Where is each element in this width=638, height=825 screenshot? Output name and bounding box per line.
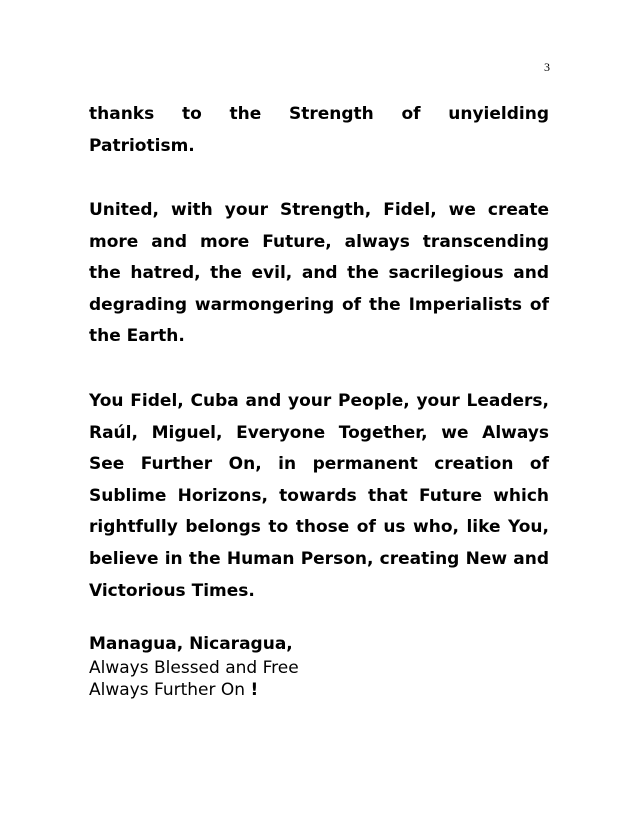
paragraph-3: You Fidel, Cuba and your People, your Leaders, Raúl, Miguel, Everyone Together, we Always See Further On, in permanent creation of Sublime Horizons, towards that Future which rightfully belongs to those of us who, like You, believe in the Human Person, creating New and Victorious Times. [89, 391, 549, 601]
page-number: 3 [544, 60, 550, 74]
closing-line-2 [89, 679, 549, 701]
closing-place: Managua, Nicaragua, [89, 634, 293, 654]
closing-line-2-text: Always Further On [89, 680, 246, 700]
closing-line-1: Always Blessed and Free [89, 658, 299, 678]
paragraph-2: United, with your Strength, Fidel, we create more and more Future, always transcending the hatred, the evil, and the sacrilegious and degrading warmongering of the Imperialists of the Earth. [89, 200, 549, 347]
closing-exclamation: ! [250, 680, 259, 700]
closing-block [89, 631, 549, 701]
paragraph-1: thanks to the Strength of unyielding Patriotism. [89, 104, 549, 156]
